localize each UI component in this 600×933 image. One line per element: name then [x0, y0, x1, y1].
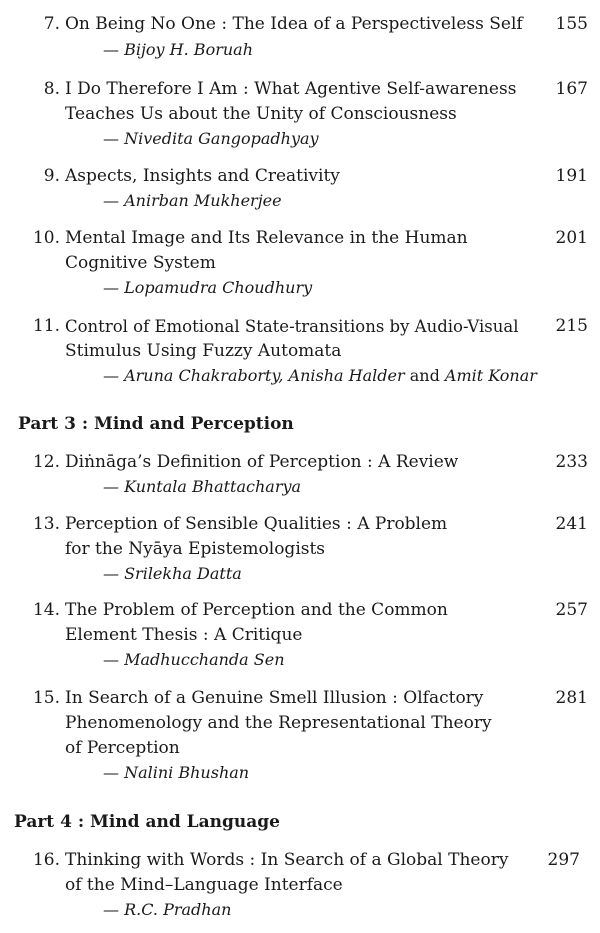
- entry-title-line: of the Mind–Language Interface: [65, 875, 343, 895]
- entry-page-number: 281: [555, 688, 588, 708]
- entry-page-number: 201: [555, 228, 588, 248]
- entry-title-line: Phenomenology and the Representational Theory: [65, 713, 492, 733]
- entry-title-line: Teaches Us about the Unity of Consciousness: [65, 104, 457, 124]
- entry-author: — Lopamudra Choudhury: [103, 278, 313, 297]
- entry-title-line: Perception of Sensible Qualities : A Problem: [65, 514, 448, 534]
- entry-number: 9.: [43, 166, 60, 186]
- entry-title-line: Stimulus Using Fuzzy Automata: [65, 341, 342, 361]
- entry-author: — Nivedita Gangopadhyay: [103, 129, 319, 148]
- entry-author: — Nalini Bhushan: [103, 763, 250, 782]
- entry-page-number: 215: [555, 316, 588, 336]
- entry-page-number: 297: [547, 850, 580, 870]
- entry-title-line: Aspects, Insights and Creativity: [65, 166, 340, 186]
- entry-author: — R.C. Pradhan: [103, 900, 232, 919]
- entry-title-line: Cognitive System: [65, 253, 216, 273]
- entry-title-line: In Search of a Genuine Smell Illusion : Olfactory: [65, 688, 484, 708]
- entry-title-line: The Problem of Perception and the Common: [65, 600, 448, 620]
- entry-author: — Srilekha Datta: [103, 564, 242, 583]
- entry-author: — Madhucchanda Sen: [103, 650, 285, 669]
- entry-title-line: Control of Emotional State-transitions by Audio-Visual: [65, 317, 519, 336]
- entry-number: 8.: [43, 79, 60, 99]
- entry-page-number: 155: [555, 14, 588, 34]
- entry-author: — Aruna Chakraborty, Anisha Halder and Amit Konar: [103, 366, 537, 385]
- part-heading: Part 3 : Mind and Perception: [18, 414, 294, 434]
- entry-page-number: 233: [555, 452, 588, 472]
- entry-author: — Kuntala Bhattacharya: [103, 477, 302, 496]
- part-heading: Part 4 : Mind and Language: [14, 812, 280, 832]
- entry-author: — Bijoy H. Boruah: [103, 40, 253, 59]
- entry-number: 10.: [32, 228, 60, 248]
- entry-title-line: of Perception: [65, 738, 180, 758]
- entry-title-line: I Do Therefore I Am : What Agentive Self-awareness: [65, 79, 517, 99]
- entry-number: 12.: [32, 452, 60, 472]
- entry-number: 15.: [32, 688, 60, 708]
- entry-number: 13.: [32, 514, 60, 534]
- entry-number: 16.: [32, 850, 60, 870]
- entry-number: 7.: [43, 14, 60, 34]
- entry-title-line: Mental Image and Its Relevance in the Human: [65, 228, 468, 248]
- entry-page-number: 167: [555, 79, 588, 99]
- entry-author: — Anirban Mukherjee: [103, 191, 282, 210]
- entry-page-number: 241: [555, 514, 588, 534]
- entry-title-line: Element Thesis : A Critique: [65, 625, 303, 645]
- entry-title-line: Thinking with Words : In Search of a Global Theory: [65, 850, 509, 870]
- entry-page-number: 191: [555, 166, 588, 186]
- entry-number: 11.: [32, 316, 60, 336]
- entry-number: 14.: [32, 600, 60, 620]
- entry-page-number: 257: [555, 600, 588, 620]
- entry-title-line: Diṅnāga’s Definition of Perception : A Review: [65, 452, 459, 472]
- entry-title-line: On Being No One : The Idea of a Perspectiveless Self: [65, 14, 523, 34]
- entry-title-line: for the Nyāya Epistemologists: [65, 539, 326, 559]
